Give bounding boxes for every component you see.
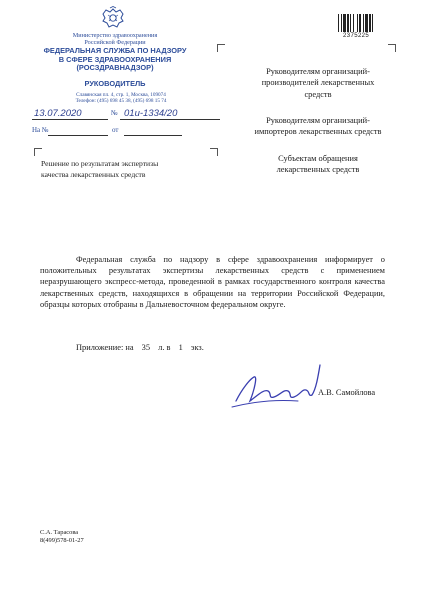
addressee-bracket-left [217,44,225,52]
coat-of-arms-icon [100,6,126,30]
addressee-bracket-right [388,44,396,52]
reference-line [32,126,222,138]
handwritten-signature [228,359,324,413]
number-label: № [111,109,118,117]
letterhead-role: РУКОВОДИТЕЛЬ [84,79,146,88]
executor-info [40,529,84,545]
executor-phone: 8(499)578-01-27 [40,537,84,545]
executor-name: С.А. Тарасова [40,529,79,536]
na-label: На № [32,126,49,134]
barcode-number: 2375225 [343,33,370,39]
ot-underline [124,135,182,136]
service-name: ФЕДЕРАЛЬНАЯ СЛУЖБА ПО НАДЗОРУ В СФЕРЕ ЗДРАВООХРАНЕНИЯ (РОСЗДРАВНАДЗОР) [43,46,187,73]
registration-line [32,108,222,122]
subject: Решение по результатам экспертизы качества лекарственных средств [41,159,159,179]
attachment-line [76,343,210,352]
barcode-icon [338,14,386,32]
handwritten-number: 01и-1334/20 [124,108,178,119]
letterhead-address: Славянская пл. 4, стр. 1, Москва, 109074 Телефон: (495) 698 45 38, (495) 698 15 74 [75,92,167,105]
number-underline [120,119,220,120]
addressee-importers: Руководителям организаций- импортеров лекарственных средств [254,116,382,137]
signer-name: А.В. Самойлова [318,388,376,397]
attachment-pages-unit: л. в [158,343,171,352]
attachment-label: Приложение: на [76,343,134,352]
addressee-subjects: Субъектам обращения лекарственных средств [276,154,360,175]
handwritten-date: 13.07.2020 [34,108,82,119]
date-underline [32,119,108,120]
ot-label: от [112,126,119,134]
bracket-right [210,148,218,156]
bracket-left [34,148,42,156]
attachment-pages: 35 [141,343,151,352]
attachment-copies: 1 [178,343,183,352]
na-underline [48,135,108,136]
attachment-copies-unit: экз. [190,343,204,352]
body-paragraph: Федеральная служба по надзору в сфере здравоохранения информирует о положительных результатах экспертизы лекарственных средств с применением неразрушающего экспресс-метода, проведенной в рамках государственного контроля качества лекарственных средств, находящихся в обращении на территории Российской Федерации, образцы которых отобраны в Дальневосточном федеральном округе. [40,255,385,309]
ministry-name: Министерство здравоохранения Российской Федерации [72,32,158,46]
addressee-manufacturers: Руководителям организаций- производителей лекарственных средств [261,67,375,99]
